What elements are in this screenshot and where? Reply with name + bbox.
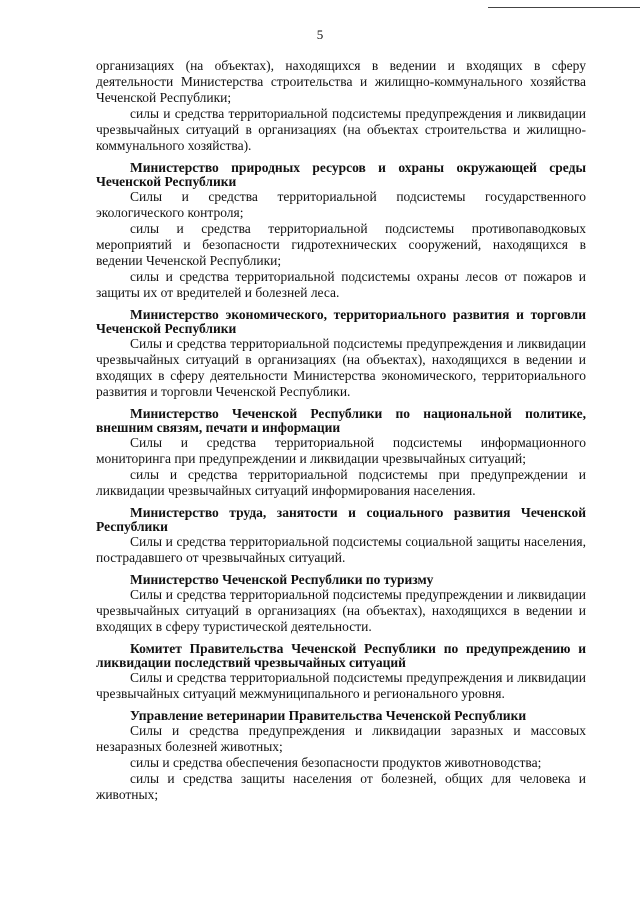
intro-paragraph-1: организациях (на объектах), находящихся в ведении и входящих в сферу деятельности Министерства строительства и жилищно-коммунального хозяйства Чеченской Республики; [96,58,586,105]
section-heading: Управление ветеринарии Правительства Чеченской Республики [130,708,527,723]
section-paragraph: Силы и средства территориальной подсистемы государственного экологического контроля; [96,189,586,220]
section-paragraph: Силы и средства территориальной подсистемы социальной защиты населения, пострадавшего от чрезвычайных ситуаций. [96,534,586,565]
section-veterinary [96,709,586,803]
section-natural-resources [96,161,586,301]
section-paragraph: Силы и средства территориальной подсистемы информационного мониторинга при предупреждении и ликвидации чрезвычайных ситуаций; [96,435,586,466]
section-paragraph: Силы и средства территориальной подсистемы предупреждения и ликвидации чрезвычайных ситуаций в организациях (на объектах), находящихся в ведении и входящих в сферу деятельности Министерства экономического, территориального развития и торговли Чеченской Республики. [96,336,586,399]
section-heading: Министерство экономического, территориального развития и торговли Чеченской Республики [96,307,586,336]
document-body [96,58,586,803]
intro-paragraph-2: силы и средства территориальной подсистемы предупреждения и ликвидации чрезвычайных ситуаций в организациях (на объектах строительства и жилищно-коммунального хозяйства). [96,106,586,153]
section-paragraph: силы и средства территориальной подсистемы при предупреждении и ликвидации чрезвычайных ситуаций информирования населения. [96,467,586,498]
section-paragraph: силы и средства территориальной подсистемы противопаводковых мероприятий и безопасности гидротехнических сооружений, находящихся в ведении Чеченской Республики; [96,221,586,268]
section-economic-development [96,308,586,400]
section-paragraph: Силы и средства территориальной подсистемы предупреждения и ликвидации чрезвычайных ситуаций межмуниципального и регионального уровня. [96,670,586,701]
section-heading: Министерство природных ресурсов и охраны окружающей среды Чеченской Республики [96,160,586,189]
section-heading: Министерство Чеченской Республики по национальной политике, внешним связям, печати и информации [96,406,586,435]
section-paragraph: силы и средства территориальной подсистемы охраны лесов от пожаров и защиты их от вредителей и болезней леса. [96,269,586,300]
section-paragraph: силы и средства обеспечения безопасности продуктов животноводства; [130,755,542,770]
section-paragraph: Силы и средства предупреждения и ликвидации заразных и массовых незаразных болезней животных; [96,723,586,754]
section-national-policy [96,407,586,499]
corner-rule [488,7,640,8]
section-tourism [96,573,586,635]
section-paragraph: Силы и средства территориальной подсистемы предупреждении и ликвидации чрезвычайных ситуаций в организациях (на объектах), находящихся в ведении и входящих в сферу туристической деятельности. [96,587,586,634]
section-heading: Комитет Правительства Чеченской Республики по предупреждению и ликвидации последствий чрезвычайных ситуаций [96,641,586,670]
section-paragraph: силы и средства защиты населения от болезней, общих для человека и животных; [96,771,586,802]
section-heading: Министерство Чеченской Республики по туризму [130,572,434,587]
section-labour [96,506,586,566]
section-heading: Министерство труда, занятости и социального развития Чеченской Республики [96,505,586,534]
section-emergency-committee [96,642,586,702]
page-number: 5 [316,27,324,42]
